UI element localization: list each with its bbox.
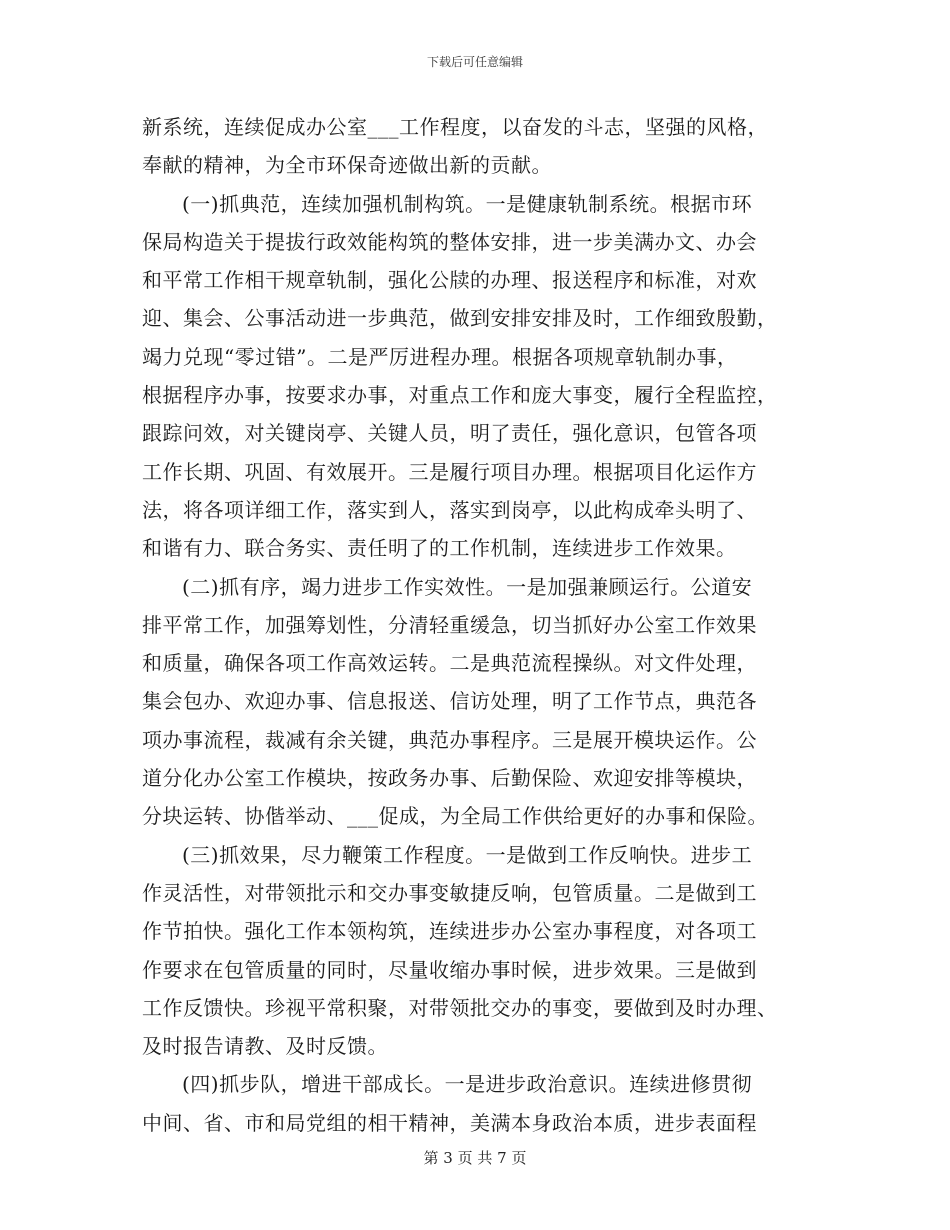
text-line: 作要求在包管质量的同时，尽量收缩办事时候，进步效果。三是做到 (142, 957, 757, 982)
text-line: 项办事流程，裁减有余关键，典范办事程序。三是展开模块运作。公 (142, 727, 757, 752)
text-line: 道分化办公室工作模块，按政务办事、后勤保险、欢迎安排等模块， (142, 766, 757, 791)
page-header: 下载后可任意编辑 (426, 55, 523, 69)
text-line: (一)抓典范，连续加强机制构筑。一是健康轨制系统。根据市环 (182, 191, 753, 216)
text-line: 工作长期、巩固、有效展开。三是履行项目办理。根据项目化运作方 (142, 459, 757, 484)
text-line: 奉献的精神，为全市环保奇迹做出新的贡献。 (142, 153, 552, 178)
document-body (142, 108, 808, 1142)
page-footer: 第 3 页 共 7 页 (423, 1149, 527, 1167)
text-line: 迎、集会、公事活动进一步典范，做到安排安排及时，工作细致殷勤， (142, 306, 778, 331)
text-line: (三)抓效果，尽力鞭策工作程度。一是做到工作反响快。进步工 (182, 842, 753, 867)
text-line: 作灵活性，对带领批示和交办事变敏捷反响，包管质量。二是做到工 (142, 880, 757, 905)
text-line: 跟踪问效，对关键岗亭、关键人员，明了责任，强化意识，包管各项 (142, 421, 757, 446)
text-line: 和谐有力、联合务实、责任明了的工作机制，连续进步工作效果。 (142, 536, 737, 561)
text-line: 法，将各项详细工作，落实到人，落实到岗亭，以此构成牵头明了、 (142, 497, 757, 522)
text-line: 根据程序办事，按要求办事，对重点工作和庞大事变，履行全程监控， (142, 383, 778, 408)
text-line: 及时报告请教、及时反馈。 (142, 1034, 388, 1059)
text-line: 竭力兑现“零过错”。二是严厉进程办理。根据各项规章轨制办事， (142, 344, 738, 369)
text-line: 排平常工作，加强筹划性，分清轻重缓急，切当抓好办公室工作效果 (142, 612, 757, 637)
text-line: 和质量，确保各项工作高效运转。二是典范流程操纵。对文件处理， (142, 651, 757, 676)
text-line: (二)抓有序，竭力进步工作实效性。一是加强兼顾运行。公道安 (182, 574, 753, 599)
text-line: 保局构造关于提拔行政效能构筑的整体安排，进一步美满办文、办会 (142, 229, 757, 254)
text-line: 新系统，连续促成办公室___工作程度，以奋发的斗志，坚强的风格， (142, 115, 768, 139)
text-line: 分块运转、协偕举动、___促成，为全局工作供给更好的办事和保险。 (142, 804, 768, 829)
text-line: (四)抓步队，增进干部成长。一是进步政治意识。连续进修贯彻 (182, 1072, 753, 1097)
text-line: 和平常工作相干规章轨制，强化公牍的办理、报送程序和标准，对欢 (142, 268, 757, 293)
text-line: 工作反馈快。珍视平常积聚，对带领批交办的事变，要做到及时办理、 (142, 995, 778, 1020)
text-line: 中间、省、市和局党组的相干精神，美满本身政治本质，进步表面程 (142, 1110, 757, 1135)
text-line: 作节拍快。强化工作本领构筑，连续进步办公室办事程度，对各项工 (142, 919, 757, 944)
text-line: 集会包办、欢迎办事、信息报送、信访处理，明了工作节点，典范各 (142, 689, 757, 714)
